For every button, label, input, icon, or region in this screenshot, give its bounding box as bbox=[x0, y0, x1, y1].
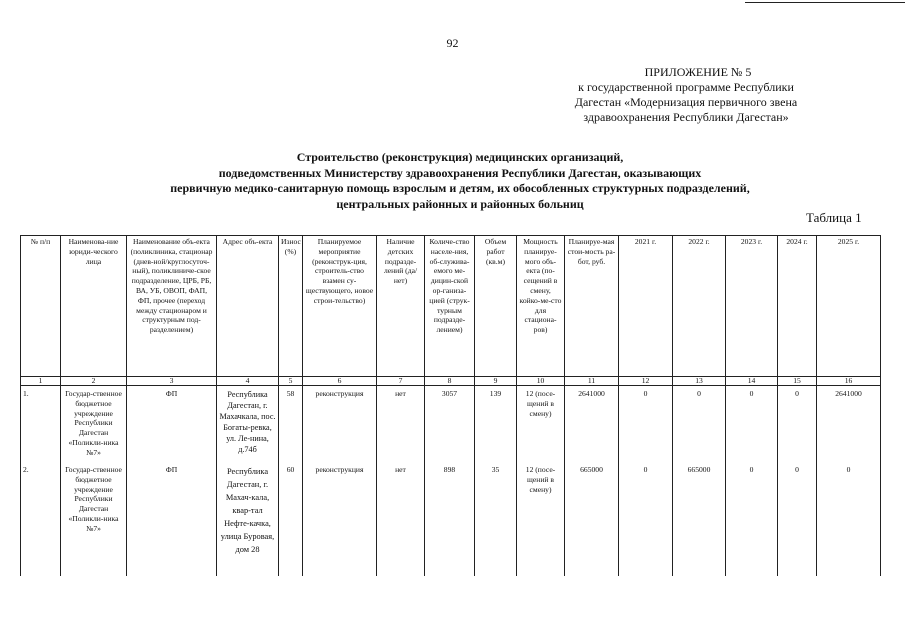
cell-2021: 0 bbox=[619, 386, 673, 463]
appendix-line: к государственной программе Республики bbox=[578, 80, 794, 94]
table-header-row bbox=[21, 236, 881, 377]
header-cell: Наименование объ-екта (поликлиника, стационар (днев-ной/круглосуточ-ный), поликлиниче-ское подразделение, ЦРБ, РБ, ВА, УБ, ОВОП, ФАП, ФП, прочее (переход между стационаром и структурным под-разделением) bbox=[127, 236, 217, 377]
cell-capacity: 12 (посе-щений в смену) bbox=[517, 386, 565, 463]
cell-wear: 58 bbox=[279, 386, 303, 463]
table-row bbox=[21, 386, 881, 463]
cell-object: ФП bbox=[127, 462, 217, 576]
appendix-line: здравоохранения Республики Дагестан» bbox=[583, 110, 789, 124]
column-number: 15 bbox=[778, 377, 817, 386]
cell-num: 1. bbox=[21, 386, 61, 463]
header-cell: Износ (%) bbox=[279, 236, 303, 377]
cell-volume: 139 bbox=[475, 386, 517, 463]
column-number-row bbox=[21, 377, 881, 386]
cell-2023: 0 bbox=[726, 386, 778, 463]
cell-children: нет bbox=[377, 386, 425, 463]
construction-table bbox=[20, 235, 881, 576]
cell-population: 3057 bbox=[425, 386, 475, 463]
header-cell: Наименова-ние юриди-ческого лица bbox=[61, 236, 127, 377]
column-number: 10 bbox=[517, 377, 565, 386]
cell-population: 898 bbox=[425, 462, 475, 576]
document-title bbox=[60, 150, 860, 212]
title-line: Строительство (реконструкция) медицинских организаций, bbox=[296, 150, 624, 164]
column-number: 12 bbox=[619, 377, 673, 386]
column-number: 1 bbox=[21, 377, 61, 386]
top-rule bbox=[745, 2, 905, 3]
column-number: 3 bbox=[127, 377, 217, 386]
appendix-block bbox=[560, 65, 812, 125]
cell-cost: 2641000 bbox=[565, 386, 619, 463]
column-number: 7 bbox=[377, 377, 425, 386]
cell-2022: 665000 bbox=[673, 462, 726, 576]
cell-children: нет bbox=[377, 462, 425, 576]
cell-activity: реконструкция bbox=[303, 386, 377, 463]
table-label: Таблица 1 bbox=[806, 210, 862, 225]
cell-2025: 0 bbox=[817, 462, 881, 576]
column-number: 5 bbox=[279, 377, 303, 386]
header-cell: 2021 г. bbox=[619, 236, 673, 377]
title-line: подведомственных Министерству здравоохранения Республики Дагестан, оказывающих bbox=[218, 165, 702, 180]
cell-wear: 60 bbox=[279, 462, 303, 576]
header-cell: Наличие детских подразде-лений (да/нет) bbox=[377, 236, 425, 377]
cell-activity: реконструкция bbox=[303, 462, 377, 576]
cell-cost: 665000 bbox=[565, 462, 619, 576]
cell-capacity: 12 (посе-щений в смену) bbox=[517, 462, 565, 576]
column-number: 2 bbox=[61, 377, 127, 386]
header-cell: Планируе-мая стои-мость ра-бот, руб. bbox=[565, 236, 619, 377]
column-number: 13 bbox=[673, 377, 726, 386]
header-cell: 2024 г. bbox=[778, 236, 817, 377]
column-number: 16 bbox=[817, 377, 881, 386]
column-number: 4 bbox=[217, 377, 279, 386]
cell-volume: 35 bbox=[475, 462, 517, 576]
header-cell: Мощность планируе-мого объ-екта (по-сещений в смену, койко-ме-сто для стациона-ров) bbox=[517, 236, 565, 377]
cell-address: Республика Дагестан, г. Махач-кала, квар-тал Нефте-качка, улица Буровая, дом 28 bbox=[217, 462, 279, 576]
cell-object: ФП bbox=[127, 386, 217, 463]
header-cell: Количе-ство населе-ния, об-служива-емого ме-дицин-ской ор-ганиза-цией (струк-турным подразде-лением) bbox=[425, 236, 475, 377]
column-number: 9 bbox=[475, 377, 517, 386]
header-cell: Адрес объ-екта bbox=[217, 236, 279, 377]
cell-2025: 2641000 bbox=[817, 386, 881, 463]
cell-2023: 0 bbox=[726, 462, 778, 576]
header-cell: 2025 г. bbox=[817, 236, 881, 377]
cell-address: Республика Дагестан, г. Махачкала, пос. Богаты-ревка, ул. Ле-нина, д.74б bbox=[217, 386, 279, 463]
header-cell: Планируемое мероприятие (реконструк-ция, строитель-ство взамен су-ществующего, новое строи-тельство) bbox=[303, 236, 377, 377]
cell-entity: Государ-ственное бюджетное учреждение Республики Дагестан «Поликли-ника №7» bbox=[61, 386, 127, 463]
table-row bbox=[21, 462, 881, 576]
title-line: первичную медико-санитарную помощь взрослым и детям, их обособленных структурных подразделений, bbox=[170, 181, 750, 195]
cell-entity: Государ-ственное бюджетное учреждение Республики Дагестан «Поликли-ника №7» bbox=[61, 462, 127, 576]
header-cell: № п/п bbox=[21, 236, 61, 377]
appendix-title: ПРИЛОЖЕНИЕ № 5 bbox=[644, 65, 752, 79]
cell-2024: 0 bbox=[778, 386, 817, 463]
column-number: 6 bbox=[303, 377, 377, 386]
cell-2022: 0 bbox=[673, 386, 726, 463]
appendix-line: Дагестан «Модернизация первичного звена bbox=[574, 95, 798, 109]
page-number: 92 bbox=[446, 36, 459, 50]
cell-num: 2. bbox=[21, 462, 61, 576]
column-number: 14 bbox=[726, 377, 778, 386]
column-number: 11 bbox=[565, 377, 619, 386]
title-line: центральных районных и районных больниц bbox=[336, 196, 584, 211]
header-cell: 2022 г. bbox=[673, 236, 726, 377]
header-cell: 2023 г. bbox=[726, 236, 778, 377]
header-cell: Объем работ (кв.м) bbox=[475, 236, 517, 377]
cell-2024: 0 bbox=[778, 462, 817, 576]
cell-2021: 0 bbox=[619, 462, 673, 576]
column-number: 8 bbox=[425, 377, 475, 386]
